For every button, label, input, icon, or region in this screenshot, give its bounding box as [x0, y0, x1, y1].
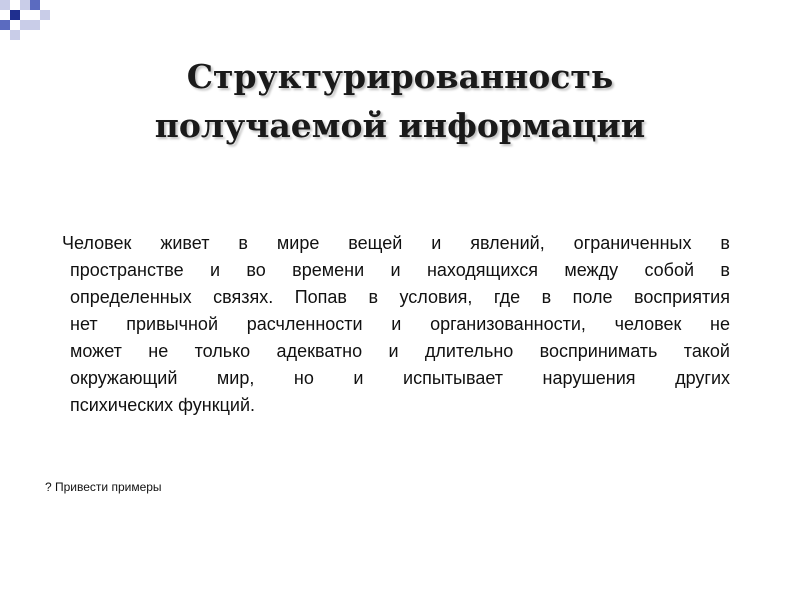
body-line: окружающий мир, но и испытывает нарушения других: [70, 368, 730, 388]
body-line: пространстве и во времени и находящихся между собой в: [70, 260, 730, 280]
slide-body-paragraph: [62, 230, 730, 419]
footnote: ? Привести примеры: [45, 480, 162, 494]
corner-squares-graphic: [0, 0, 60, 60]
slide-title-line: Структурированность: [186, 57, 614, 96]
body-line: Человек живет в мире вещей и явлений, ограниченных в: [62, 233, 730, 253]
body-line: психических функций.: [70, 395, 256, 415]
body-line: определенных связях. Попав в условия, где в поле восприятия: [70, 287, 730, 307]
slide-title-line: получаемой информации: [154, 106, 646, 145]
corner-decoration: [0, 0, 60, 60]
body-line: нет привычной расчленности и организованности, человек не: [70, 314, 730, 334]
slide-title: [40, 52, 760, 150]
body-line: может не только адекватно и длительно воспринимать такой: [70, 341, 730, 361]
